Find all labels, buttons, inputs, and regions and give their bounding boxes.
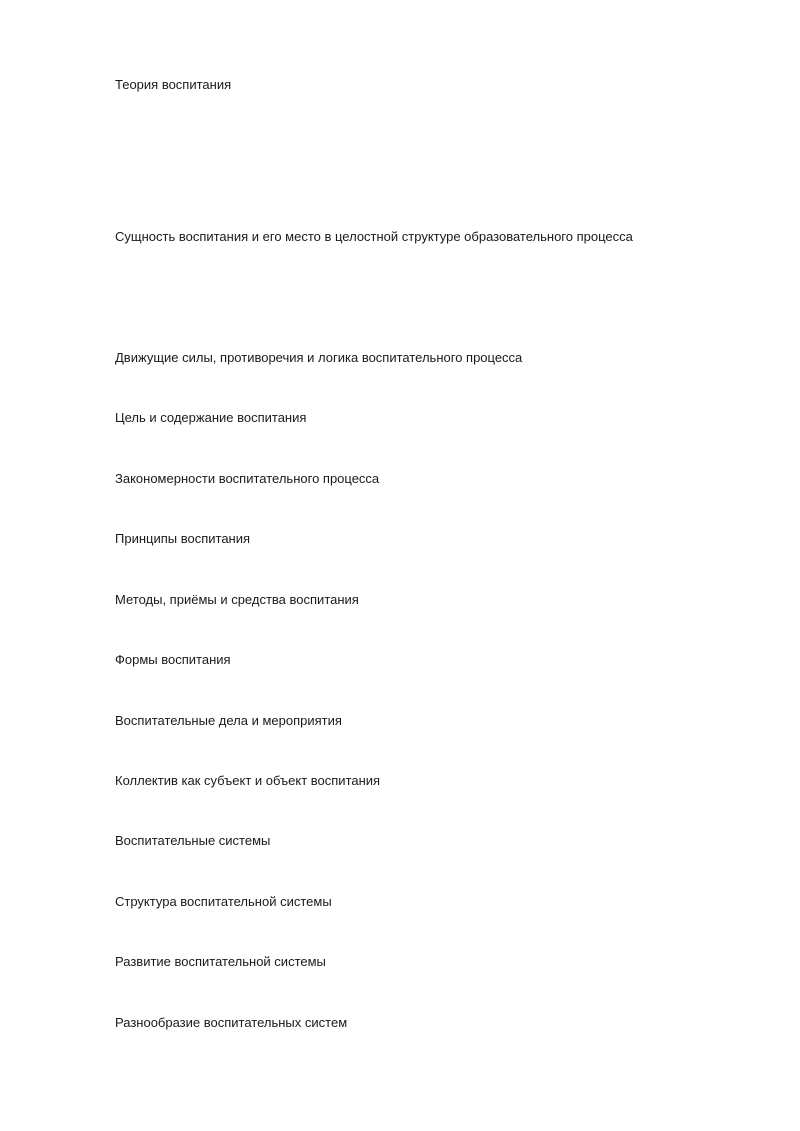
subsection-heading: Принципы воспитания	[115, 531, 251, 546]
subsection-heading: Развитие воспитательной системы	[115, 954, 326, 969]
section-heading: Сущность воспитания и его место в целостной структуре образовательного процесса	[115, 229, 633, 244]
subsection-heading: Формы воспитания	[115, 652, 231, 667]
subsection-heading: Воспитательные дела и мероприятия	[115, 713, 342, 728]
subsection-heading: Закономерности воспитательного процесса	[115, 471, 380, 486]
subsection-heading: Коллектив как субъект и объект воспитания	[115, 773, 381, 788]
document-title: Теория воспитания	[115, 77, 232, 92]
subsection-heading: Разнообразие воспитательных систем	[115, 1015, 348, 1030]
subsection-heading: Воспитательные системы	[115, 833, 271, 848]
subsection-heading: Цель и содержание воспитания	[115, 410, 307, 425]
subsection-heading: Методы, приёмы и средства воспитания	[115, 592, 359, 607]
subsection-heading: Движущие силы, противоречия и логика воспитательного процесса	[115, 350, 523, 365]
subsection-heading: Структура воспитательной системы	[115, 894, 332, 909]
